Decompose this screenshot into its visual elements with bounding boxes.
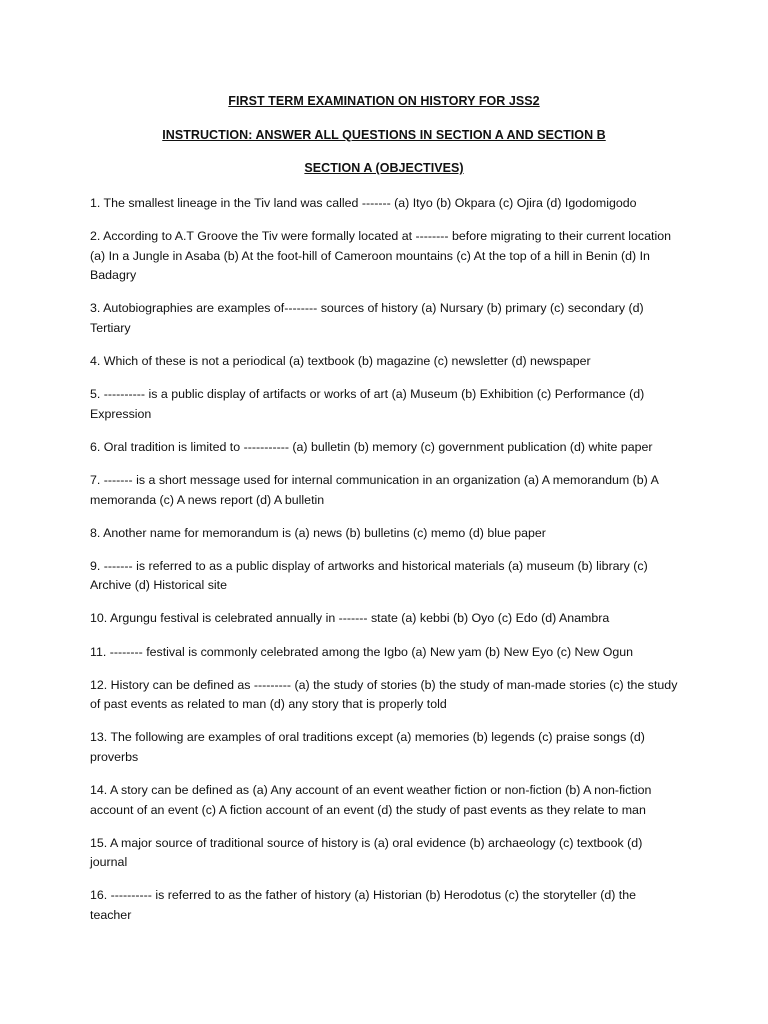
exam-instruction: INSTRUCTION: ANSWER ALL QUESTIONS IN SECTION A AND SECTION B [162, 128, 606, 142]
question-12: 12. History can be defined as --------- (a) the study of stories (b) the study of man-made stories (c) the study of past events as related to man (d) any story that is properly told [90, 677, 678, 712]
question-8: 8. Another name for memorandum is (a) news (b) bulletins (c) memo (d) blue paper [90, 525, 546, 540]
question-4: 4. Which of these is not a periodical (a) textbook (b) magazine (c) newsletter (d) newspaper [90, 354, 591, 369]
question-16: 16. ---------- is referred to as the father of history (a) Historian (b) Herodotus (c) the storyteller (d) the teacher [90, 888, 637, 922]
question-6: 6. Oral tradition is limited to ----------- (a) bulletin (b) memory (c) government publication (d) white paper [90, 439, 653, 454]
question-14: 14. A story can be defined as (a) Any account of an event weather fiction or non-fiction (b) A non-fiction account of an event (c) A fiction account of an event (d) the study of past events as they relate to man [90, 782, 652, 817]
section-title: SECTION A (OBJECTIVES) [304, 161, 464, 175]
question-7: 7. ------- is a short message used for internal communication in an organization (a) A memorandum (b) A memoranda (c) A news report (d) A bulletin [90, 472, 659, 507]
question-9: 9. ------- is referred to as a public display of artworks and historical materials (a) museum (b) library (c) Archive (d) Historical site [90, 558, 648, 593]
question-1: 1. The smallest lineage in the Tiv land was called ------- (a) Ityo (b) Okpara (c) Ojira (d) Igodomigodo [90, 196, 637, 210]
question-10: 10. Argungu festival is celebrated annually in ------- state (a) kebbi (b) Oyo (c) Edo (d) Anambra [90, 611, 610, 626]
question-2: 2. According to A.T Groove the Tiv were formally located at -------- before migrating to their current location (a) In a Jungle in Asaba (b) At the foot-hill of Cameroon mountains (c) At the top of a hill in Benin (d) In Badagry [90, 229, 671, 283]
question-list [90, 194, 678, 926]
exam-title: FIRST TERM EXAMINATION ON HISTORY FOR JSS2 [228, 94, 540, 108]
question-15: 15. A major source of traditional source of history is (a) oral evidence (b) archaeology (c) textbook (d) journal [90, 835, 643, 870]
question-3: 3. Autobiographies are examples of-------- sources of history (a) Nursary (b) primary (c) secondary (d) Tertiary [90, 301, 644, 335]
question-5: 5. ---------- is a public display of artifacts or works of art (a) Museum (b) Exhibition (c) Performance (d) Expression [90, 387, 645, 421]
question-11: 11. -------- festival is commonly celebrated among the Igbo (a) New yam (b) New Eyo (c) New Ogun [90, 644, 634, 659]
question-13: 13. The following are examples of oral traditions except (a) memories (b) legends (c) praise songs (d) proverbs [90, 730, 645, 764]
